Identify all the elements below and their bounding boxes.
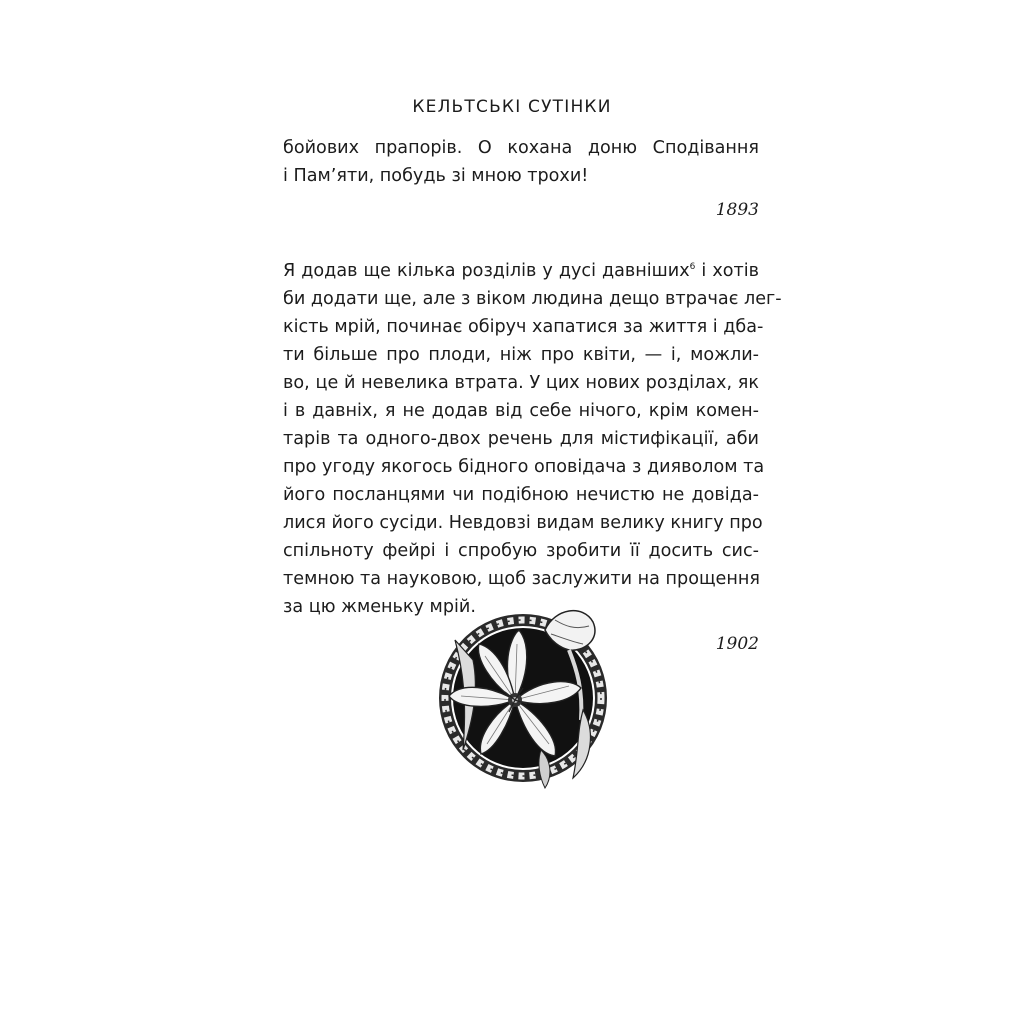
text-line: тарів та одного-двох речень для містифікації, аби xyxy=(283,429,759,449)
text-line: спільноту фейрі і спробую зробити її досить сис- xyxy=(283,541,759,561)
text-line: про угоду якогось бідного оповідача з дияволом та xyxy=(283,457,765,477)
date-1893: 1893 xyxy=(715,200,759,220)
text-line: темною та науковою, щоб заслужити на прощення xyxy=(283,569,760,589)
text-line: і Пам’яти, побудь зі мною трохи! xyxy=(283,166,589,186)
text-line: бойових прапорів. О кохана доню Сподівання xyxy=(283,138,759,158)
text-line: за цю жменьку мрій. xyxy=(283,597,476,617)
text-line: і в давніх, я не додав від себе нічого, крім комен- xyxy=(283,401,759,421)
date-1902: 1902 xyxy=(715,634,759,654)
running-header-title: КЕЛЬТСЬКІ СУТІНКИ xyxy=(412,97,612,117)
text-line: би додати ще, але з віком людина дещо втрачає лег- xyxy=(283,289,782,309)
paragraph-1893 xyxy=(283,134,759,224)
text-line: ти більше про плоди, ніж про квіти, — і, можли- xyxy=(283,345,759,365)
paragraph-1902 xyxy=(283,257,782,658)
text-line: во, це й невелика втрата. У цих нових розділах, як xyxy=(283,373,759,393)
text-line: кість мрій, починає обіруч хапатися за життя і дба- xyxy=(283,317,764,337)
text-line: лися його сусіди. Невдовзі видам велику книгу про xyxy=(283,513,763,533)
footnote-marker: 6 xyxy=(689,262,696,272)
text-line-first: Я додав ще кілька розділів у дусі давніших$^6$ і хотів xyxy=(283,261,759,281)
text-line: його посланцями чи подібною нечистю не довіда- xyxy=(283,485,759,505)
celtic-lily-ornament-icon xyxy=(433,600,613,790)
